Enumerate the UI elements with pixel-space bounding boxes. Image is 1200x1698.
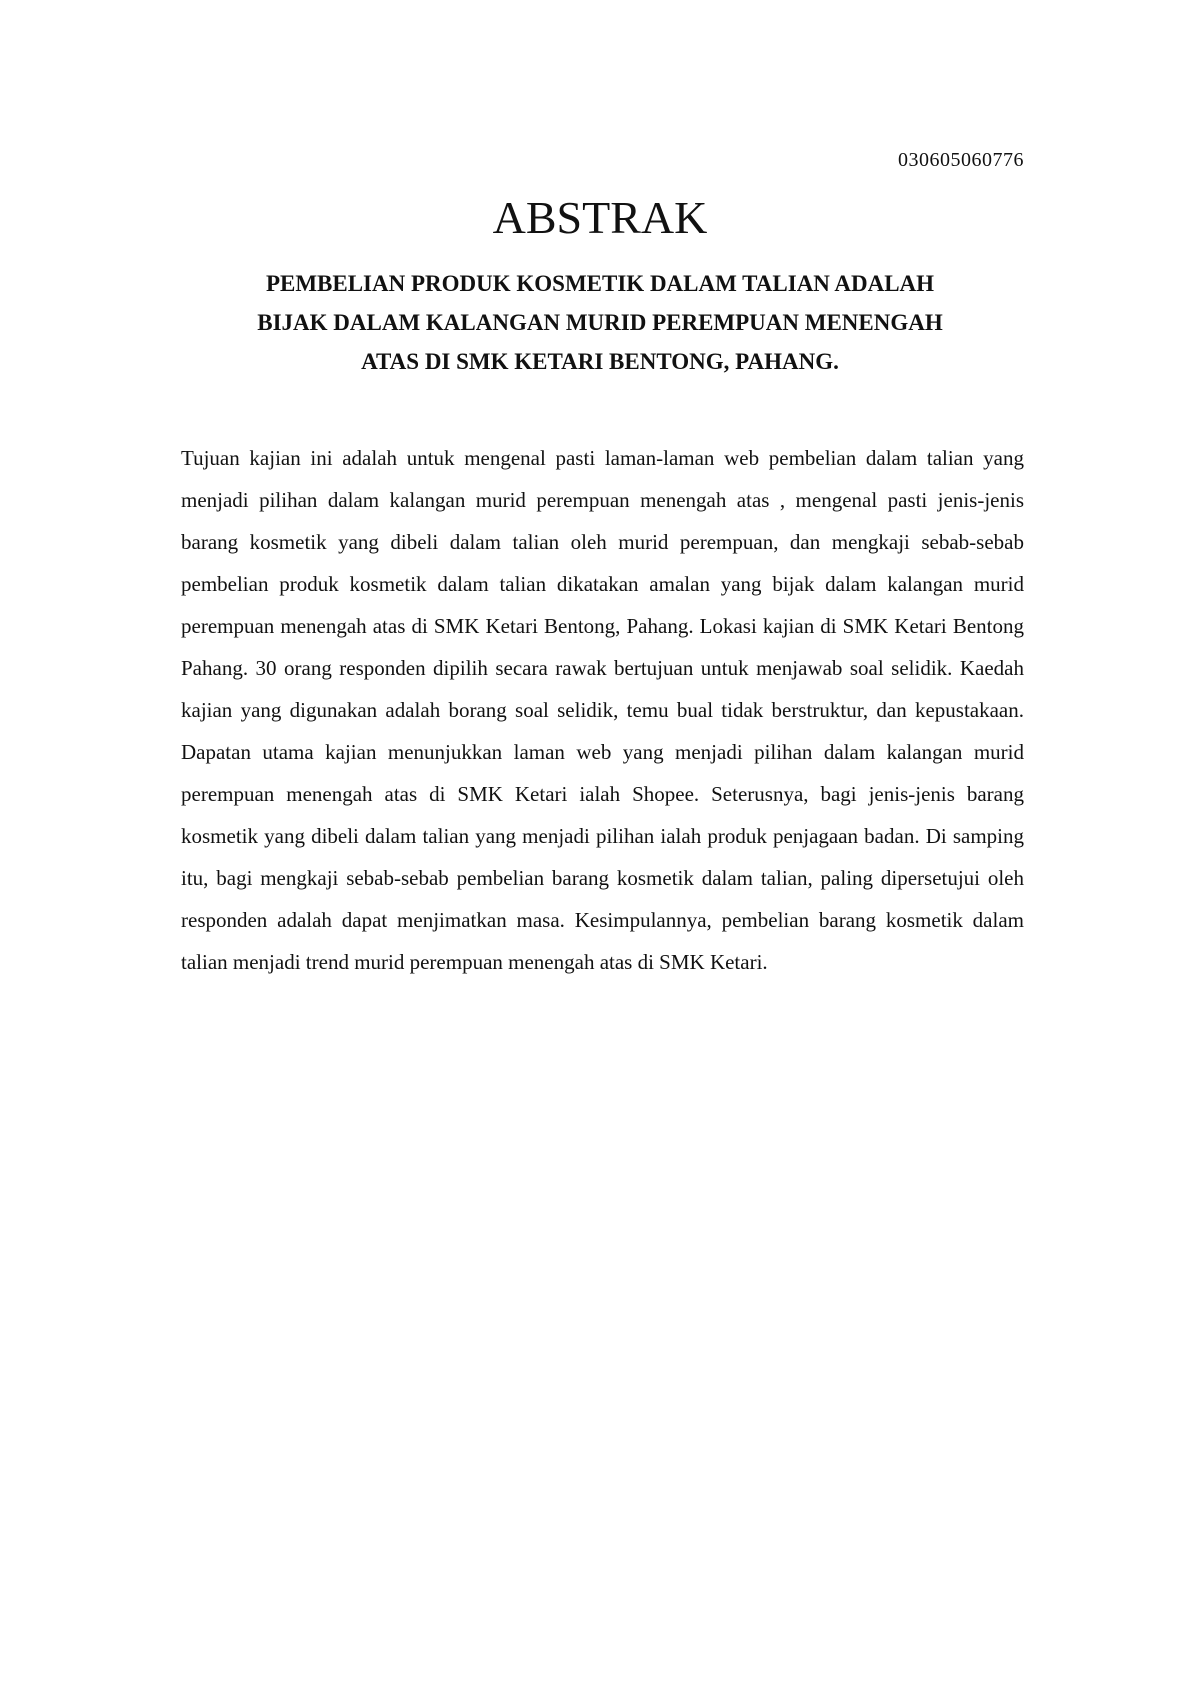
- document-id-number: 030605060776: [898, 149, 1024, 171]
- abstract-heading: ABSTRAK: [492, 192, 708, 243]
- research-title-line-2: BIJAK DALAM KALANGAN MURID PEREMPUAN MENENGAH: [257, 310, 943, 335]
- research-title-line-1: PEMBELIAN PRODUK KOSMETIK DALAM TALIAN ADALAH: [265, 271, 935, 296]
- abstract-paragraph: Tujuan kajian ini adalah untuk mengenal pasti laman-laman web pembelian dalam talian yang menjadi pilihan dalam kalangan murid perempuan menengah atas , mengenal pasti jenis-jenis barang kosmetik yang dibeli dalam talian oleh murid perempuan, dan mengkaji sebab-sebab pembelian produk kosmetik dalam talian dikatakan amalan yang bijak dalam kalangan murid perempuan menengah atas di SMK Ketari Bentong, Pahang. Lokasi kajian di SMK Ketari Bentong Pahang. 30 orang responden dipilih secara rawak bertujuan untuk menjawab soal selidik. Kaedah kajian yang digunakan adalah borang soal selidik, temu bual tidak berstruktur, dan kepustakaan. Dapatan utama kajian menunjukkan laman web yang menjadi pilihan dalam kalangan murid perempuan menengah atas di SMK Ketari ialah Shopee. Seterusnya, bagi jenis-jenis barang kosmetik yang dibeli dalam talian yang menjadi pilihan ialah produk penjagaan badan. Di samping itu, bagi mengkaji sebab-sebab pembelian barang kosmetik dalam talian, paling dipersetujui oleh responden adalah dapat menjimatkan masa. Kesimpulannya, pembelian barang kosmetik dalam talian menjadi trend murid perempuan menengah atas di SMK Ketari.: [181, 446, 1024, 974]
- research-title-line-3: ATAS DI SMK KETARI BENTONG, PAHANG.: [361, 349, 839, 374]
- research-title: [180, 264, 1020, 381]
